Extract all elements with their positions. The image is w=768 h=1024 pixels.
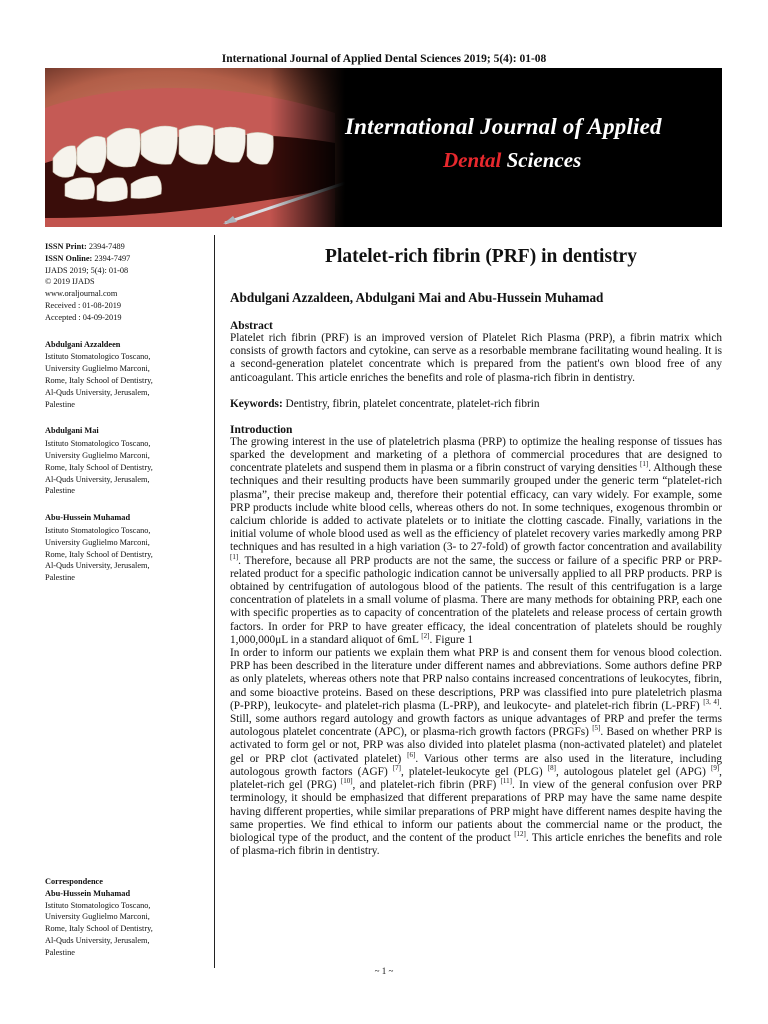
issn-online-value: 2394-7497 [94,253,131,263]
affiliation-line: Palestine [45,573,75,583]
citation[interactable]: [9] [710,764,720,773]
affiliation-name: Abu-Hussein Muhamad [45,513,131,523]
citation[interactable]: [1] [230,552,239,561]
affiliation-line: Rome, Italy School of Dentistry, [45,462,153,472]
issn-online [45,253,205,265]
keywords [230,398,722,410]
abstract-text: Platelet rich fibrin (PRF) is an improved version of Platelet Rich Plasma (PRP), a fibrin matrix which consists of growth factors and cytokine, can serve as a resorbable membrane facilitating wound healing. It is a second-generation platelet concentrate which is prepared from the patient's own blood free of any anticoagulant. This article enriches the benefits and role of plasma-rich fibrin in dentistry. [230,332,722,384]
article-main [230,246,722,858]
journal-banner [45,68,722,227]
text-run: , platelet-leukocyte gel (PLG) [400,765,548,778]
citation[interactable]: [3, 4] [703,698,720,707]
running-head: International Journal of Applied Dental Sciences 2019; 5(4): 01-08 [221,53,547,65]
issn-print-value: 2394-7489 [88,242,125,251]
affiliation-line: University Guglielmo Marconi, [45,450,150,460]
intro-paragraph [230,647,722,858]
affiliation-line: Rome, Italy School of Dentistry, [45,549,153,559]
copyright: © 2019 IJADS [45,277,95,287]
text-run: The growing interest in the use of plateletrich plasma (PRP) to optimize the healing response of tissues has sparked the development and marketing of a plethora of commercial procedures that are designed to concentrate platelets and suspend them in plasma or a fibrin construct of varying densities [230,435,722,475]
correspondence-line: University Guglielmo Marconi, [45,912,150,922]
citation[interactable]: [2] [421,632,430,641]
received-date: Received : 01-08-2019 [45,300,122,310]
affiliation-line: Al-Quds University, Jerusalem, [45,561,150,571]
citation[interactable]: [12] [514,830,526,839]
correspondence-line: Rome, Italy School of Dentistry, [45,924,153,934]
affiliation-name: Abdulgani Azzaldeen [45,339,121,349]
teeth-photo [45,68,345,227]
banner-subtitle [443,148,581,173]
affiliation-line: Al-Quds University, Jerusalem, [45,474,150,484]
citation[interactable]: [8] [547,764,556,773]
text-run: . Still, some authors regard autology and growth factors as unique advantages of PRP and prefer the terms autologous platelet concentrate (APC), or plasma-rich growth factors (PRGFs) [230,699,722,739]
affiliation-line: University Guglielmo Marconi, [45,364,150,374]
issn-online-label: ISSN Online: [45,253,93,263]
citation[interactable]: [5] [592,724,601,733]
text-run: . Figure 1 [429,633,474,646]
paper-title: Platelet-rich fibrin (PRF) in dentistry [325,246,637,267]
accepted-date: Accepted : 04-09-2019 [45,312,122,322]
text-run: . Although these techniques and their resulting products have been summarily grouped under the generic term “platelet-rich plasma”, their precise makeup and, therefore their potential efficacy, can vary widely. For example, some PRP products include white blood cells, whereas others do not. In some techniques, exogenous thrombin or calcium chloride is added to activate platelets or to initiate the clotting cascade. Finally, variations in the initial volume of whole blood used as well as the efficiency of platelet recovery varies markedly among PRP techniques and has resulted in a high variation (3- to 27-fold) of growth factor concentration and availability [230,462,722,554]
affiliation-line: University Guglielmo Marconi, [45,537,150,547]
affiliation-line: Palestine [45,486,75,496]
column-divider [214,235,215,968]
affiliation [45,425,205,497]
text-run: , autologous platelet gel (APG) [555,765,711,778]
affiliation-line: Istituto Stomatologico Toscano, [45,352,151,362]
correspondence-line: Istituto Stomatologico Toscano, [45,900,151,910]
affiliation-line: Palestine [45,399,75,409]
correspondence-heading: Correspondence [45,877,103,886]
text-run: . This article enriches the benefits and role of plasma-rich fibrin in dentistry. [230,831,722,858]
text-run: . In view of the general confusion over PRP terminology, it should be emphasized that different preparations of PRP may have the same name despite having different properties, while similar preparations of PRP might have different names despite having the same properties. We find ethical to inform our patients about the commercial name or the product, the biological type of the product, and the content of the product [230,779,722,844]
issn-print [45,241,205,253]
citation[interactable]: [7] [392,764,401,773]
text-run: . Based on whether PRP is activated to form gel or not, PRP was also divided into platelet plasma (non-activated platelet) and platelet gel or PRP clot (activated platelet) [230,726,723,765]
text-run: In order to inform our patients we explain them what PRP is and consent them for venous blood colection. PRP has been described in the literature under different names and abbreviations. Some authors define PRP as only platelets, whereas others note that PRP nalso contains increased concentrations of leukocytes, fibrin, and some bioactive proteins. Based on these descriptions, PRP was classified into pure plateletrich plasma (P-PRP), leukocyte- and platelet-rich plasma (L-PRP), and leukocyte- and platelet-rich fibrin (L-PRF) [230,647,722,712]
citation[interactable]: [10] [340,777,353,786]
affiliation-line: Rome, Italy School of Dentistry, [45,375,153,385]
journal-issue: IJADS 2019; 5(4): 01-08 [45,265,129,275]
affiliation-line: Istituto Stomatologico Toscano, [45,439,151,449]
affiliation-line: Al-Quds University, Jerusalem, [45,387,150,397]
page-number: ~ 1 ~ [374,966,394,976]
affiliation-line: Istituto Stomatologico Toscano, [45,525,151,535]
correspondence-name: Abu-Hussein Muhamad [45,888,131,898]
affiliation [45,512,205,584]
sidebar [45,241,205,584]
correspondence-line: Al-Quds University, Jerusalem, [45,935,150,945]
text-run: . Various other terms are also used in the literature, including autologous growth factors (AGF) [230,752,722,778]
correspondence-line: Palestine [45,947,75,957]
banner-subtitle-white: Sciences [506,148,582,172]
citation[interactable]: [11] [500,777,512,786]
abstract-heading: Abstract [230,320,273,332]
citation[interactable]: [6] [407,750,416,759]
issn-print-label: ISSN Print: [45,242,87,251]
text-run: , platelet-rich gel (PRG) [230,765,722,792]
keywords-label: Keywords: [230,397,283,410]
banner-subtitle-red: Dental [443,148,502,172]
correspondence [45,876,205,959]
banner-title: International Journal of Applied [345,114,662,139]
journal-meta [45,241,205,324]
affiliation-name: Abdulgani Mai [45,426,99,436]
affiliation [45,339,205,411]
author-list: Abdulgani Azzaldeen, Abdulgani Mai and Abu-Hussein Muhamad [230,290,604,305]
text-run: , and platelet-rich fibrin (PRF) [352,779,501,792]
introduction-heading: Introduction [230,423,293,436]
keywords-value: Dentistry, fibrin, platelet concentrate, platelet-rich fibrin [285,397,540,410]
website-link[interactable]: www.oraljournal.com [45,289,118,299]
text-run: . Therefore, because all PRP products are not the same, the success or failure of a specific PRP or PRP-related product for a specific pathologic indication cannot be universally applied to all PRP products. PRP is obtained by centrifugation of autologous blood of the patients. The result of this centrifugation is a large concentration of platelets in a small volume of plasma. There are many methods for obtaining PRP, each one with specific properties as to capacity of concentration of the platelets and release process of certain growth factors. In order for PRP to have greater efficacy, the ideal concentration of platelets should be roughly 1,000,000μL in a standard aliquot of 6mL [230,554,722,646]
citation[interactable]: [1] [640,460,649,469]
intro-paragraph [230,436,722,647]
